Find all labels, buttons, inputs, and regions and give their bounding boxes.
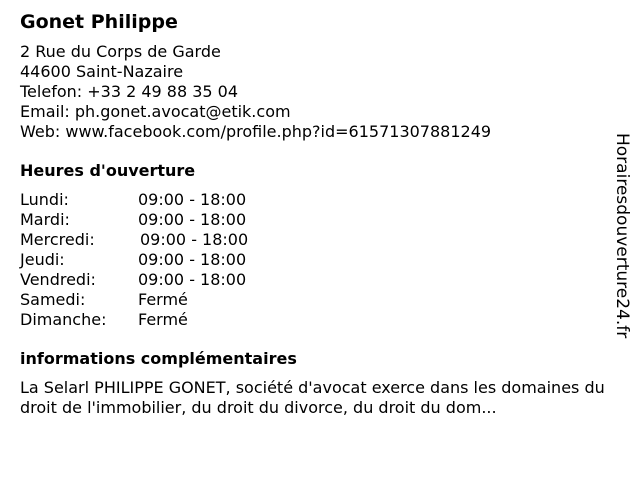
hours-time: 09:00 - 18:00 bbox=[138, 270, 247, 289]
hours-time: 09:00 - 18:00 bbox=[138, 210, 247, 229]
hours-row-sunday bbox=[20, 310, 610, 330]
web-line: Web: www.facebook.com/profile.php?id=61571307881249 bbox=[20, 122, 492, 141]
hours-row-thursday bbox=[20, 250, 610, 270]
address-line-1: 2 Rue du Corps de Garde bbox=[20, 42, 221, 61]
phone-line: Telefon: +33 2 49 88 35 04 bbox=[20, 82, 239, 101]
hours-time: Fermé bbox=[138, 310, 188, 329]
hours-time: 09:00 - 18:00 bbox=[138, 190, 247, 209]
hours-row-tuesday bbox=[20, 210, 610, 230]
business-card bbox=[20, 10, 610, 418]
hours-time: 09:00 - 18:00 bbox=[138, 250, 247, 269]
hours-time: 09:00 - 18:00 bbox=[140, 230, 249, 249]
additional-info-heading: informations complémentaires bbox=[20, 349, 297, 368]
hours-day: Lundi: bbox=[20, 190, 69, 209]
email-line: Email: ph.gonet.avocat@etik.com bbox=[20, 102, 291, 121]
hours-row-wednesday bbox=[20, 230, 610, 250]
hours-row-monday bbox=[20, 190, 610, 210]
site-watermark: Horairesdouverture24.fr bbox=[612, 133, 632, 339]
hours-time: Fermé bbox=[138, 290, 188, 309]
additional-info-text: La Selarl PHILIPPE GONET, société d'avocat exerce dans les domaines du droit de l'immobilier, du droit du divorce, du droit du dom... bbox=[20, 378, 605, 417]
hours-day: Vendredi: bbox=[20, 270, 96, 289]
hours-row-friday bbox=[20, 270, 610, 290]
hours-day: Jeudi: bbox=[20, 250, 65, 269]
business-name: Gonet Philippe bbox=[20, 11, 178, 33]
hours-day: Mercredi: bbox=[20, 230, 95, 249]
hours-day: Dimanche: bbox=[20, 310, 107, 329]
hours-day: Samedi: bbox=[20, 290, 86, 309]
hours-row-saturday bbox=[20, 290, 610, 310]
address-line-2: 44600 Saint-Nazaire bbox=[20, 62, 184, 81]
hours-day: Mardi: bbox=[20, 210, 70, 229]
opening-hours-list bbox=[20, 190, 610, 330]
opening-hours-heading: Heures d'ouverture bbox=[20, 161, 196, 180]
